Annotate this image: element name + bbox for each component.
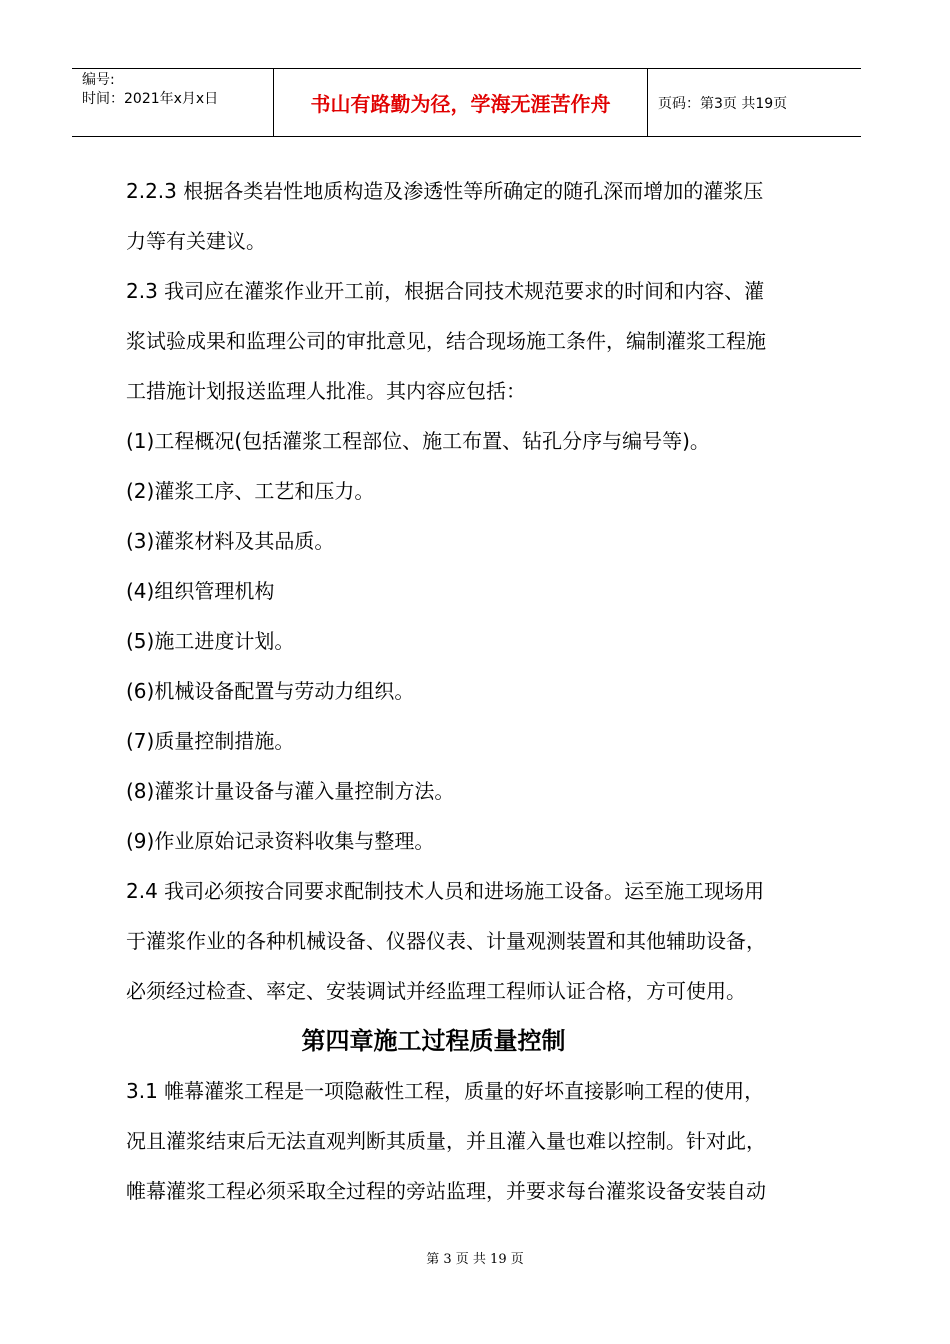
text-line: 必须经过检查、率定、安装调试并经监理工程师认证合格，方可使用。	[126, 979, 746, 1003]
list-item: (8)灌浆计量设备与灌入量控制方法。	[126, 779, 455, 803]
page-label: 页码：第3页 共19页	[658, 95, 788, 112]
text-line: 工措施计划报送监理人批准。其内容应包括：	[126, 379, 526, 403]
header-meta	[72, 69, 274, 136]
time-label: 时间：2021年x月x日	[82, 91, 219, 107]
text-line: 2.2.3 根据各类岩性地质构造及渗透性等所确定的随孔深而增加的灌浆压	[126, 179, 764, 203]
page-footer: 第 3 页 共 19 页	[426, 1252, 524, 1267]
text-line: 力等有关建议。	[126, 229, 266, 253]
text-line: 于灌浆作业的各种机械设备、仪器仪表、计量观测装置和其他辅助设备，	[126, 929, 766, 953]
header-page-cell	[648, 69, 861, 136]
text-line: 浆试验成果和监理公司的审批意见，结合现场施工条件，编制灌浆工程施	[126, 329, 766, 353]
list-item: (2)灌浆工序、工艺和压力。	[126, 479, 375, 503]
list-item: (7)质量控制措施。	[126, 729, 295, 753]
list-item: (4)组织管理机构	[126, 579, 275, 603]
list-item: (5)施工进度计划。	[126, 629, 295, 653]
text-line: 2.3 我司应在灌浆作业开工前，根据合同技术规范要求的时间和内容、灌	[126, 279, 765, 303]
text-line: 2.4 我司必须按合同要求配制技术人员和进场施工设备。运至施工现场用	[126, 879, 765, 903]
list-item: (6)机械设备配置与劳动力组织。	[126, 679, 415, 703]
list-item: (1)工程概况(包括灌浆工程部位、施工布置、钻孔分序与编号等)。	[126, 429, 710, 453]
text-line: 3.1 帷幕灌浆工程是一项隐蔽性工程，质量的好坏直接影响工程的使用，	[126, 1079, 765, 1103]
page-header	[72, 68, 861, 137]
motto: 书山有路勤为径，学海无涯苦作舟	[310, 92, 611, 116]
text-line: 帷幕灌浆工程必须采取全过程的旁站监理，并要求每台灌浆设备安装自动	[126, 1179, 766, 1203]
header-motto-cell	[274, 69, 648, 136]
number-label: 编号:	[82, 72, 115, 88]
list-item: (9)作业原始记录资料收集与整理。	[126, 829, 435, 853]
text-line: 况且灌浆结束后无法直观判断其质量，并且灌入量也难以控制。针对此，	[126, 1129, 766, 1153]
chapter-heading: 第四章施工过程质量控制	[301, 1027, 566, 1055]
list-item: (3)灌浆材料及其品质。	[126, 529, 335, 553]
document-body	[126, 166, 851, 1216]
